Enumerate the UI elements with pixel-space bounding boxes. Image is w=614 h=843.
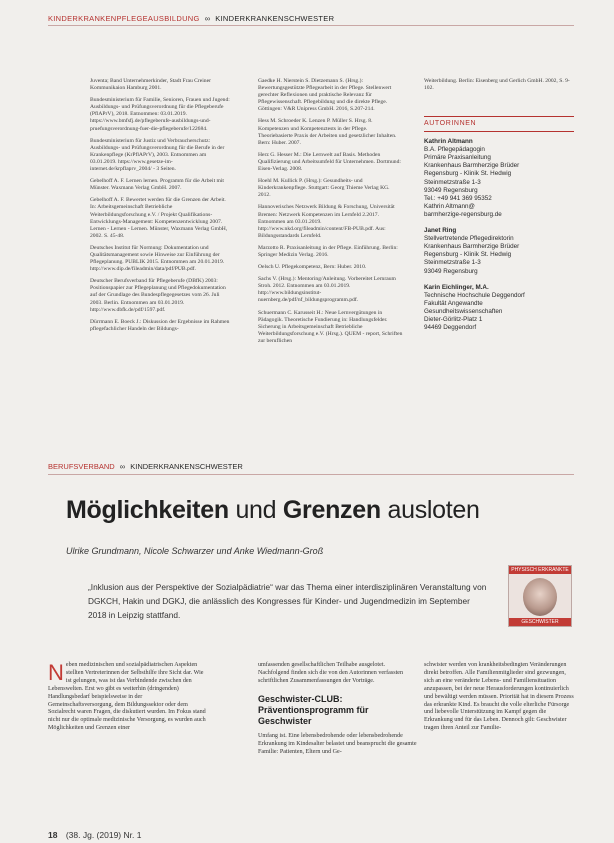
header-left: KINDERKRANKENPFLEGEAUSBILDUNG — [48, 14, 200, 23]
author-email[interactable]: Kathrin Altmann@ — [424, 202, 475, 210]
drop-cap: N — [48, 660, 64, 685]
author-line: Regensburg - Klinik St. Hedwig — [424, 251, 512, 259]
reference-item: Hannoverisches Netzwerk Bildung & Forschung, Universität Bremen: Netzwerk Kompetenzen im Lernfeld 2.2017. Entnommen am 03.01.2019. http://www.nkd.org/fileadmin/content/FB-PUB.pdf. Aus: Bildungsstandards Lernfeld. — [258, 204, 395, 239]
page-number: 18 — [48, 830, 58, 840]
header-rule — [48, 25, 574, 26]
article-lead: „Inklusion aus der Perspektive der Sozialpädiatrie“ war das Thema einer interdisziplinären Veranstaltung von DGKCH, Hakin und DGKJ, die anlässlich des Kongresses für Kinder- und Jugendmedizin im September 2018 in Leipzig stattfand. — [88, 582, 487, 620]
title-part: und — [228, 496, 283, 524]
reference-item: Oelsch U. Pflegekompetenz, Bern: Huber. 2010. — [258, 264, 367, 271]
reference-item: Dürrmann E. Boeck J.: Diskussion der Ergebnisse im Rahmen pflegefachlicher Handeln der Bildungs- — [90, 318, 230, 332]
author-line: Steinmetzstraße 1-3 — [424, 259, 481, 267]
journal-issue: (38. Jg. (2019) Nr. 1 — [65, 830, 142, 840]
stamp-bottom-label: GESCHWISTER — [509, 618, 571, 626]
header-right: KINDERKRANKENSCHWESTER — [215, 14, 335, 23]
author-name: Kathrin Altmann — [424, 138, 473, 146]
link-icon: ∞ — [204, 14, 211, 23]
article-column-3 — [424, 662, 574, 733]
child-photo — [523, 578, 557, 616]
stamp-top-label: PHYSISCH ERKRANKTE — [509, 566, 571, 574]
reference-item: Gebelhoff A. F. Bewertet werden für die Grenzen der Arbeit. In: Arbeitsgemeinschaft Betriebliche Weiterbildungsforschung e.V. / Projekt Qualifikations-Entwicklungs-Management: Kompetenzentwicklung 2007. Lernen - Lernen - Lernen. Münster, Waxmann Verlag GmbH, 2002. S. 45-48. — [90, 197, 228, 239]
reference-item: Gebelhoff A. F. Lernen lernen. Programm für die Arbeit mit Münster. Waxmann Verlag GmbH. 2007. — [90, 178, 224, 192]
author-line: Krankenhaus Barmherzige Brüder — [424, 243, 520, 251]
reference-item: Weiterbildung. Berlin: Eisenberg und Gerlich GmbH. 2002, S. 9-102. — [424, 78, 570, 92]
author-line: Gesundheitswissenschaften — [424, 307, 503, 315]
article-subheading: Geschwister-CLUB: Präventionsprogramm für Geschwister — [258, 693, 369, 726]
body-text: umfassenden gesellschaftlichen Teilhabe ausgelotet. Nachfolgend finden sich die von den Autorinnen verfassten schriftlichen Zusammenfassungen der Vorträge. — [258, 662, 404, 684]
article-title — [66, 496, 480, 525]
reference-item: Herz G. Hesser M.: Die Lernwelt auf Basis. Methoden Qualifizierung und Arbeitsumfeld für Unternehmen. Dortmund: Eisen-Verlag. 2008. — [258, 151, 401, 173]
author-line: Krankenhaus Barmherzige Brüder — [424, 162, 520, 170]
reference-item: Marzotto R. Praxisanleitung in der Pflege. Einführung. Berlin: Springer Medizin Verlag. 2016. — [258, 244, 398, 258]
title-part: Grenzen — [282, 496, 381, 524]
author-line: 93049 Regensburg — [424, 267, 478, 275]
author-line: Primäre Praxisanleitung — [424, 154, 491, 162]
reference-item: Bundesministerium für Justiz und Verbraucherschutz: Ausbildungs- und Prüfungsverordnung für die Berufe in der Krankenpflege (KrPflAPrV), 2003. Entnommen am 03.01.2019. https://www.gesetze-im-internet.de/krpflaprv_2004/ - 3 Seiten. — [90, 137, 225, 173]
body-text: schwister werden von krankheitsbedingten Veränderungen direkt betroffen. Alle Familienmitglieder sind gezwungen, sich an eine veränderte Lebens- und Familiensituation anzupassen, bei der neue Herausforderungen kontinuierlich und bewältigt werden müssen. Priorität hat in diesem Prozess das erkrankte Kind. Es braucht die volle elterliche Fürsorge und liebevolle Unterstützung im Kampf gegen die Erkrankung und für das Leben. Dennoch gilt: Geschwister tragen ihren Anteil zur Familie- — [424, 662, 574, 732]
reference-item: Hess M. Schroeder K. Lenzen P. Müller S. Hrsg. 8. Kompetenzen und Kompetenztests in der Pflege. Theoriebasierte Praxis der Arbeiten und gesetzlicher Inhalten. Bern: Huber. 2007. — [258, 118, 397, 146]
author-phone: Tel.: +49 941 369 95352 — [424, 194, 492, 202]
author-line: Stellvertretende Pflegedirektorin — [424, 235, 514, 243]
author-line: Steinmetzstraße 1-3 — [424, 178, 481, 186]
author-entry — [424, 227, 574, 276]
references-column-1 — [90, 78, 230, 338]
running-header — [48, 14, 574, 32]
link-icon: ∞ — [119, 462, 126, 471]
reference-item: Juventa; Band Unternehmerkinder, Stadt Frau Creiner Kommunikaion Hamburg 2001. — [90, 78, 211, 92]
author-name: Janet Ring — [424, 227, 457, 235]
reference-item: Deutsches Institut für Normung: Dokumentation und Qualitätsmanagement sowie Hinweise zur Einführung der Pflegeplanung. PUBLIK 2015. Entnommen am 20.01.2019. http://www.dip.de/fileadmin/data/pdf/PUB.pdf. — [90, 244, 225, 273]
reference-item: Gaedke H. Nierstein S. Dietzemann S. (Hrsg.): Bewertungsgestützte Pflegearbeit in der Pflege. Stellenwert gerechter Reflexionen und praktische Relevanz für Pflegewissenschaft. Pflegebildung und die direkte Pflege. Göttingen: V&R Unipress GmbH. 2016, S.207-214. — [258, 78, 392, 113]
author-line: Dieter-Görlitz-Platz 1 — [424, 315, 483, 323]
article-column-2 — [258, 662, 418, 756]
references-column-3 — [424, 78, 574, 97]
page-footer — [48, 830, 141, 840]
reference-item: Deutscher Berufsverband für Pflegeberufe (DBfK) 2003: Positionspapier zur Pflegeplanung und Pflegedokumentation auf der Grundlage des Bundespflegegesetzes vom 26. Juli 2003. Berlin. Entnommen am 03.01.2019. http://www.dbfk.de/pdf/1597.pdf. — [90, 278, 226, 313]
section-right: KINDERKRANKENSCHWESTER — [130, 462, 243, 471]
authors-box — [424, 116, 574, 340]
author-line: Technische Hochschule Deggendorf — [424, 291, 525, 299]
author-line: B.A. Pflegepädagogin — [424, 146, 485, 154]
title-part: ausloten — [380, 496, 480, 524]
author-name: Karin Eichlinger, M.A. — [424, 283, 489, 291]
author-line: 93049 Regensburg — [424, 186, 478, 194]
title-part: Möglichkeiten — [66, 496, 229, 524]
author-entry — [424, 284, 574, 333]
body-text: eben medizinischen und sozialpädiatrischen Aspekten stellten Vertreterinnen der Selbsthilfe ihre Sicht dar. Wie ist gelungen, was ist das Verbindende zwischen den Lebenswelten. Erst wo gibt es weiterhin (dringenden) Handlungsbedarf beispielsweise in der Gemeinschaftsversorgung, dem Bildungssektor oder dem Sozialrecht waren Fragen, die diskutiert wurden. Im Fokus stand nicht nur die optimale medizinische Versorgung, es wurden auch Möglichkeiten und Grenzen einer — [48, 662, 206, 732]
references-column-2 — [258, 78, 403, 350]
section-left: BERUFSVERBAND — [48, 462, 115, 471]
section-header — [48, 462, 574, 471]
article-authors: Ulrike Grundmann, Nicole Schwarzer und Anke Wiedmann-Groß — [66, 546, 324, 556]
reference-item: Sachs V. (Hrsg.): Mentoring/Anleitung. Vorbereitet Lernraum Stroh. 2012. Entnommen am 03.01.2019. http://www.bildungsinstitut-nuernberg.de/pdf/nf_bildungsprogramm.pdf. — [258, 276, 396, 304]
author-line: 94469 Deggendorf — [424, 324, 477, 332]
reference-item: Schuermann C. Karusseit H.: Neue Lernvergütungen in Pädagogik. Theoretische Fundierung in: Handlungsfelder. Sicherung in Arbeitsgemeinschaft Betriebliche Weiterbildungsforschung e.V. (Hrsg.). QUEM - report, Schriften zur beruflichen — [258, 309, 403, 344]
authors-heading: AUTORINNEN — [424, 116, 574, 132]
author-line: Fakultät Angewandte — [424, 299, 483, 307]
reference-item: Hoehl M. Kullick P. (Hrsg.): Gesundheits- und Kinderkrankenpflege. Stuttgart: Georg Thieme Verlag KG. 2012. — [258, 178, 390, 199]
author-email-domain[interactable]: barmherzige-regensburg.de — [424, 210, 502, 218]
author-line: Regensburg - Klinik St. Hedwig — [424, 170, 512, 178]
section-rule — [48, 474, 574, 475]
article-column-1 — [48, 662, 208, 733]
reference-item: Bundesministerium für Familie, Senioren, Frauen und Jugend: Ausbildungs- und Prüfungsverordnung für die Pflegeberufe (PflAPrV), 2018. Entnommen: 03.01.2019. https://www.bmfsfj.de/pflegeberufe-ausbildungs-und-pruefungsverordnung-fuer-die-pflegeberufe/122684. — [90, 97, 230, 132]
author-entry — [424, 138, 574, 219]
topic-stamp — [508, 565, 572, 627]
body-text: Umfang ist. Eine lebensbedrohende oder lebensbedrohende Erkrankung im Kindesalter belastet und beansprucht die gesamte Familie: Patienten, Eltern und Ge- — [258, 732, 417, 755]
